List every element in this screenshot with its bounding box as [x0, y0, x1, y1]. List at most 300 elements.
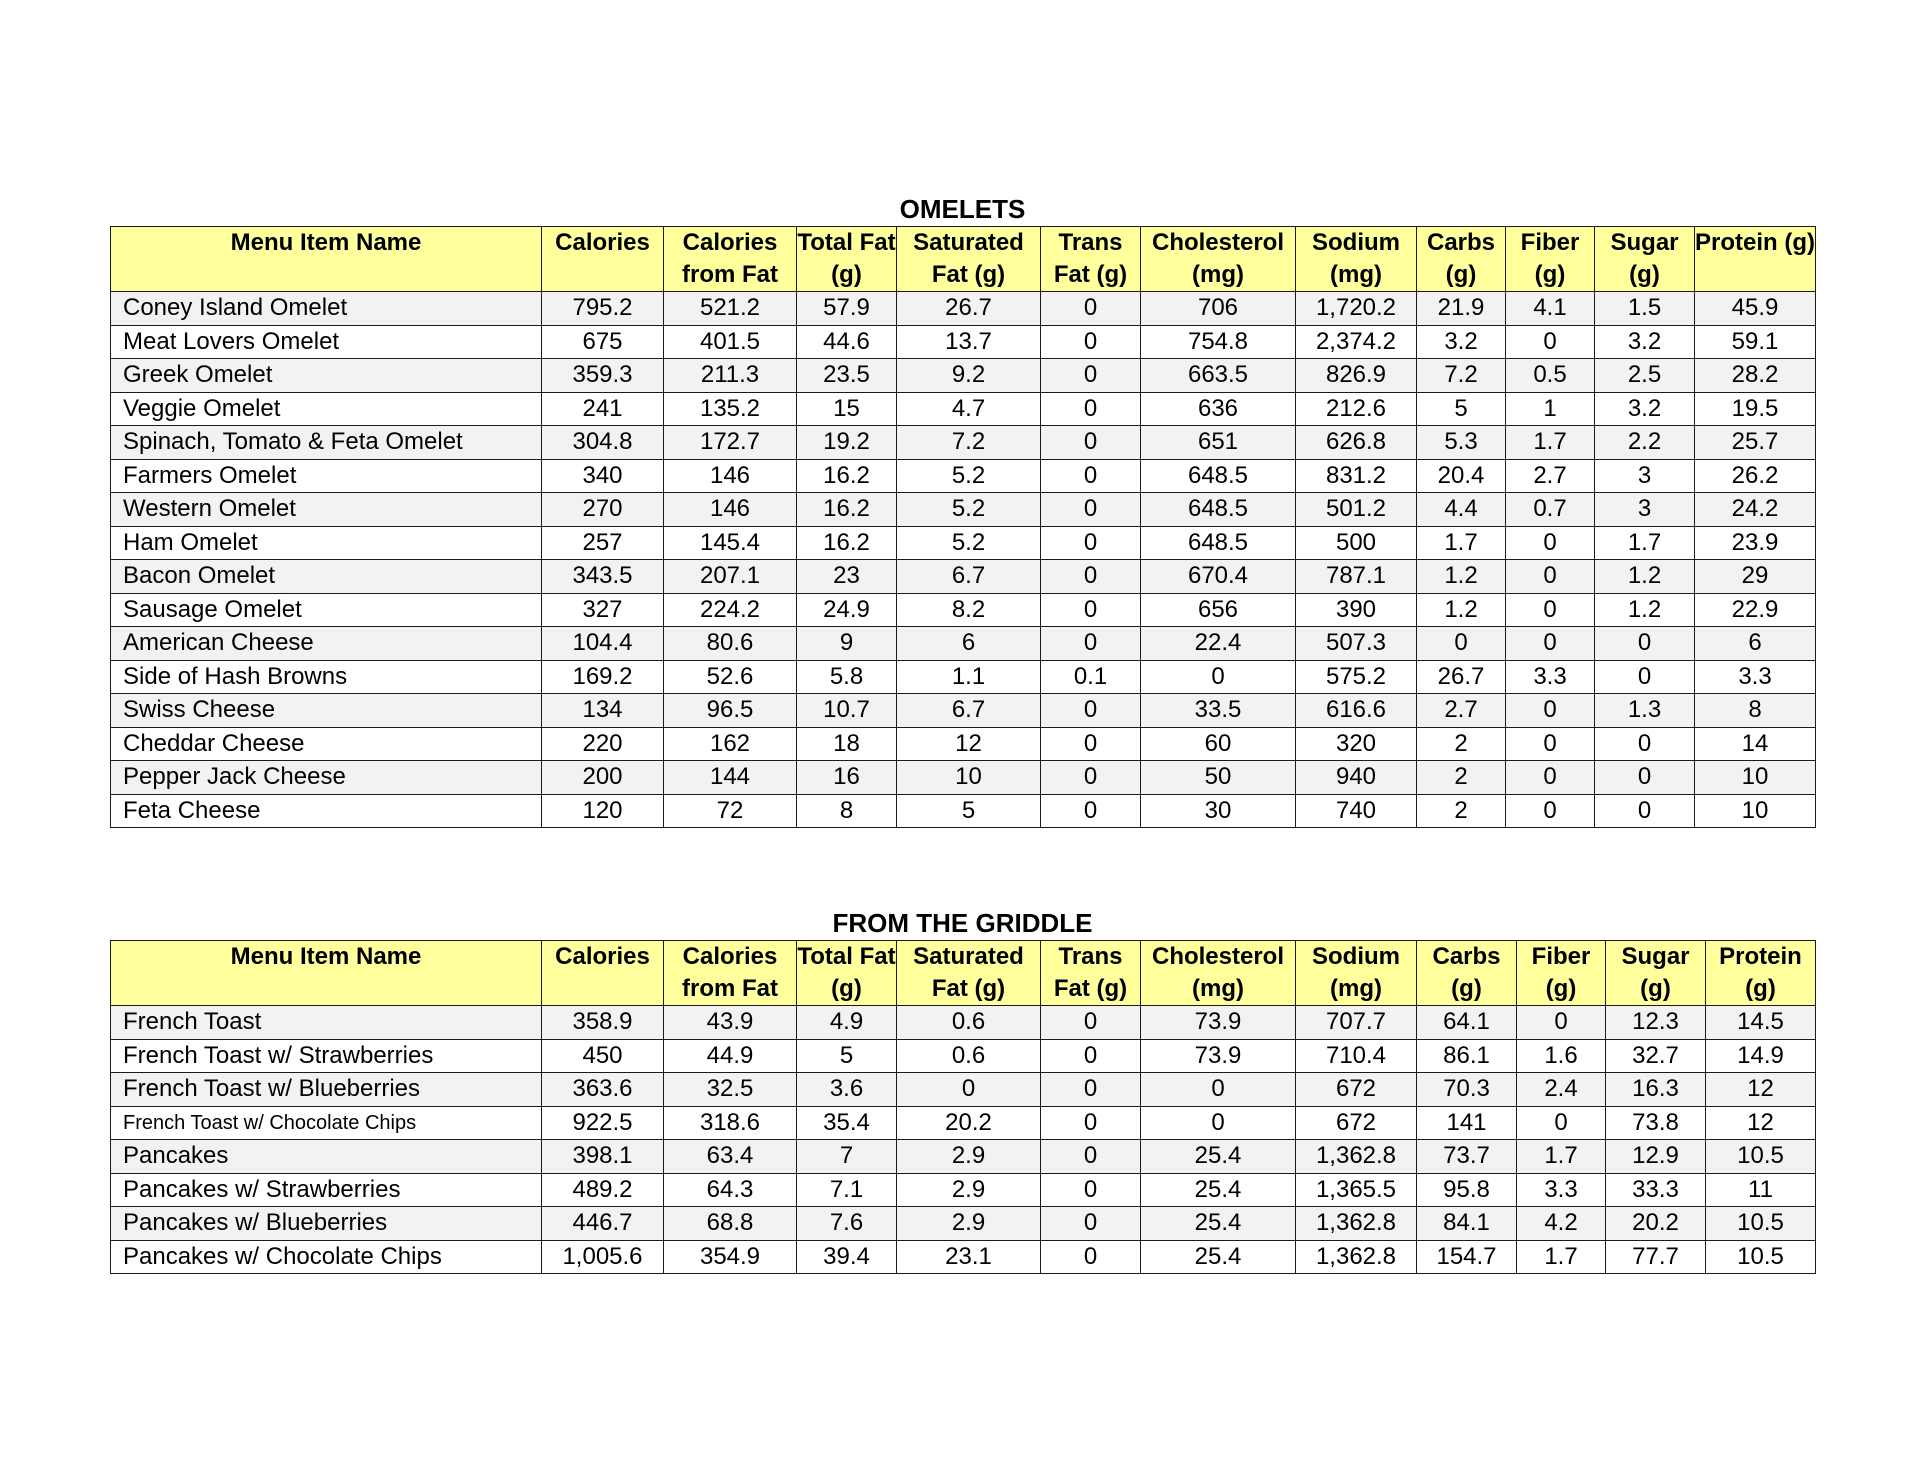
nutrition-value-cell: 1.2	[1417, 593, 1506, 627]
nutrition-value-cell: 24.2	[1695, 493, 1816, 527]
nutrition-value-cell: 25.7	[1695, 426, 1816, 460]
nutrition-value-cell: 3.2	[1595, 325, 1695, 359]
nutrition-value-cell: 0	[1041, 560, 1141, 594]
nutrition-value-cell: 16.3	[1606, 1073, 1706, 1107]
nutrition-value-cell: 0	[1041, 426, 1141, 460]
nutrition-value-cell: 4.4	[1417, 493, 1506, 527]
nutrition-value-cell: 0	[1506, 526, 1595, 560]
nutrition-value-cell: 12	[1706, 1106, 1816, 1140]
nutrition-value-cell: 3.3	[1695, 660, 1816, 694]
table-row	[111, 1207, 1816, 1241]
nutrition-value-cell: 21.9	[1417, 292, 1506, 326]
nutrition-value-cell: 11	[1706, 1173, 1816, 1207]
nutrition-value-cell: 0.7	[1506, 493, 1595, 527]
nutrition-value-cell: 146	[664, 459, 797, 493]
section-title: FROM THE GRIDDLE	[832, 908, 1093, 938]
nutrition-value-cell: 95.8	[1417, 1173, 1517, 1207]
nutrition-value-cell: 0	[1506, 593, 1595, 627]
nutrition-value-cell: 940	[1296, 761, 1417, 795]
nutrition-value-cell: 20.2	[1606, 1207, 1706, 1241]
nutrition-value-cell: 25.4	[1141, 1240, 1296, 1274]
nutrition-value-cell: 68.8	[664, 1207, 797, 1241]
nutrition-value-cell: 672	[1296, 1106, 1417, 1140]
menu-item-name-cell: French Toast w/ Blueberries	[111, 1073, 542, 1107]
nutrition-value-cell: 30	[1141, 794, 1296, 828]
nutrition-value-cell: 60	[1141, 727, 1296, 761]
nutrition-value-cell: 0	[1041, 794, 1141, 828]
column-header: Calories from Fat	[664, 227, 797, 292]
nutrition-value-cell: 7.2	[1417, 359, 1506, 393]
nutrition-value-cell: 73.9	[1141, 1006, 1296, 1040]
nutrition-value-cell: 507.3	[1296, 627, 1417, 661]
nutrition-value-cell: 0	[1506, 560, 1595, 594]
nutrition-value-cell: 500	[1296, 526, 1417, 560]
nutrition-value-cell: 104.4	[542, 627, 664, 661]
menu-item-name-cell: Coney Island Omelet	[111, 292, 542, 326]
nutrition-value-cell: 8.2	[897, 593, 1041, 627]
nutrition-value-cell: 52.6	[664, 660, 797, 694]
menu-item-name-cell: Side of Hash Browns	[111, 660, 542, 694]
nutrition-value-cell: 0	[1595, 727, 1695, 761]
nutrition-value-cell: 2.9	[897, 1207, 1041, 1241]
nutrition-value-cell: 648.5	[1141, 459, 1296, 493]
nutrition-value-cell: 4.9	[797, 1006, 897, 1040]
nutrition-value-cell: 1,362.8	[1296, 1140, 1417, 1174]
menu-item-name-cell: Swiss Cheese	[111, 694, 542, 728]
nutrition-value-cell: 10.7	[797, 694, 897, 728]
column-header: Cholesterol (mg)	[1141, 941, 1296, 1006]
nutrition-value-cell: 5.2	[897, 493, 1041, 527]
griddle-table	[110, 940, 1816, 1274]
nutrition-value-cell: 922.5	[542, 1106, 664, 1140]
nutrition-value-cell: 1	[1506, 392, 1595, 426]
nutrition-value-cell: 2.4	[1517, 1073, 1606, 1107]
nutrition-value-cell: 0	[1506, 727, 1595, 761]
nutrition-value-cell: 740	[1296, 794, 1417, 828]
nutrition-value-cell: 0	[1517, 1106, 1606, 1140]
nutrition-value-cell: 1,720.2	[1296, 292, 1417, 326]
nutrition-value-cell: 211.3	[664, 359, 797, 393]
nutrition-value-cell: 826.9	[1296, 359, 1417, 393]
nutrition-value-cell: 2.9	[897, 1140, 1041, 1174]
nutrition-value-cell: 0	[897, 1073, 1041, 1107]
nutrition-value-cell: 1.5	[1595, 292, 1695, 326]
nutrition-value-cell: 162	[664, 727, 797, 761]
nutrition-value-cell: 4.7	[897, 392, 1041, 426]
nutrition-value-cell: 1.2	[1417, 560, 1506, 594]
nutrition-value-cell: 6.7	[897, 694, 1041, 728]
column-header: Protein (g)	[1706, 941, 1816, 1006]
nutrition-value-cell: 0	[1041, 694, 1141, 728]
nutrition-value-cell: 10	[1695, 794, 1816, 828]
nutrition-value-cell: 0	[1517, 1006, 1606, 1040]
table-row	[111, 727, 1816, 761]
nutrition-value-cell: 19.5	[1695, 392, 1816, 426]
nutrition-value-cell: 43.9	[664, 1006, 797, 1040]
nutrition-value-cell: 0	[1041, 359, 1141, 393]
nutrition-value-cell: 675	[542, 325, 664, 359]
menu-item-name-cell: Spinach, Tomato & Feta Omelet	[111, 426, 542, 460]
column-header: Fiber (g)	[1506, 227, 1595, 292]
nutrition-value-cell: 72	[664, 794, 797, 828]
nutrition-value-cell: 0	[1041, 1173, 1141, 1207]
column-header: Total Fat (g)	[797, 227, 897, 292]
nutrition-value-cell: 25.4	[1141, 1207, 1296, 1241]
nutrition-value-cell: 1.7	[1417, 526, 1506, 560]
nutrition-value-cell: 0	[1041, 1207, 1141, 1241]
nutrition-value-cell: 0	[1506, 325, 1595, 359]
nutrition-value-cell: 795.2	[542, 292, 664, 326]
nutrition-value-cell: 86.1	[1417, 1039, 1517, 1073]
nutrition-value-cell: 23	[797, 560, 897, 594]
column-header: Carbs (g)	[1417, 227, 1506, 292]
column-header: Calories	[542, 941, 664, 1006]
nutrition-value-cell: 64.1	[1417, 1006, 1517, 1040]
menu-item-name-cell: American Cheese	[111, 627, 542, 661]
menu-item-name-cell: Pepper Jack Cheese	[111, 761, 542, 795]
nutrition-value-cell: 450	[542, 1039, 664, 1073]
nutrition-value-cell: 10.5	[1706, 1207, 1816, 1241]
table-row	[111, 1173, 1816, 1207]
nutrition-value-cell: 44.9	[664, 1039, 797, 1073]
nutrition-value-cell: 63.4	[664, 1140, 797, 1174]
nutrition-value-cell: 44.6	[797, 325, 897, 359]
nutrition-value-cell: 0	[1041, 1039, 1141, 1073]
nutrition-value-cell: 33.5	[1141, 694, 1296, 728]
nutrition-value-cell: 3	[1595, 493, 1695, 527]
nutrition-value-cell: 318.6	[664, 1106, 797, 1140]
nutrition-value-cell: 141	[1417, 1106, 1517, 1140]
nutrition-value-cell: 8	[1695, 694, 1816, 728]
nutrition-value-cell: 2.9	[897, 1173, 1041, 1207]
nutrition-value-cell: 0	[1041, 727, 1141, 761]
nutrition-value-cell: 59.1	[1695, 325, 1816, 359]
omelets-table	[110, 226, 1816, 828]
nutrition-value-cell: 0	[1041, 325, 1141, 359]
nutrition-value-cell: 358.9	[542, 1006, 664, 1040]
nutrition-value-cell: 0	[1417, 627, 1506, 661]
nutrition-value-cell: 18	[797, 727, 897, 761]
nutrition-value-cell: 3	[1595, 459, 1695, 493]
nutrition-value-cell: 340	[542, 459, 664, 493]
nutrition-value-cell: 207.1	[664, 560, 797, 594]
nutrition-value-cell: 9	[797, 627, 897, 661]
nutrition-value-cell: 16.2	[797, 459, 897, 493]
menu-item-name-cell: Western Omelet	[111, 493, 542, 527]
nutrition-value-cell: 14.5	[1706, 1006, 1816, 1040]
nutrition-value-cell: 656	[1141, 593, 1296, 627]
nutrition-value-cell: 0	[1041, 761, 1141, 795]
nutrition-value-cell: 39.4	[797, 1240, 897, 1274]
nutrition-value-cell: 4.2	[1517, 1207, 1606, 1241]
menu-item-name-cell: Farmers Omelet	[111, 459, 542, 493]
nutrition-value-cell: 672	[1296, 1073, 1417, 1107]
nutrition-value-cell: 64.3	[664, 1173, 797, 1207]
nutrition-value-cell: 0	[1041, 1006, 1141, 1040]
nutrition-value-cell: 10	[1695, 761, 1816, 795]
nutrition-value-cell: 23.9	[1695, 526, 1816, 560]
menu-item-name-cell: Pancakes	[111, 1140, 542, 1174]
nutrition-value-cell: 320	[1296, 727, 1417, 761]
nutrition-value-cell: 0	[1041, 627, 1141, 661]
table-row	[111, 593, 1816, 627]
nutrition-value-cell: 1.2	[1595, 560, 1695, 594]
column-header: Total Fat (g)	[797, 941, 897, 1006]
nutrition-value-cell: 0	[1041, 1106, 1141, 1140]
nutrition-value-cell: 8	[797, 794, 897, 828]
nutrition-value-cell: 26.7	[1417, 660, 1506, 694]
nutrition-value-cell: 169.2	[542, 660, 664, 694]
nutrition-value-cell: 343.5	[542, 560, 664, 594]
nutrition-value-cell: 1.3	[1595, 694, 1695, 728]
menu-item-name-cell: Pancakes w/ Strawberries	[111, 1173, 542, 1207]
nutrition-value-cell: 154.7	[1417, 1240, 1517, 1274]
nutrition-value-cell: 212.6	[1296, 392, 1417, 426]
table-row	[111, 292, 1816, 326]
nutrition-value-cell: 57.9	[797, 292, 897, 326]
nutrition-value-cell: 1.7	[1506, 426, 1595, 460]
column-header: Menu Item Name	[111, 227, 542, 292]
nutrition-value-cell: 1.6	[1517, 1039, 1606, 1073]
nutrition-value-cell: 70.3	[1417, 1073, 1517, 1107]
nutrition-value-cell: 73.9	[1141, 1039, 1296, 1073]
nutrition-value-cell: 831.2	[1296, 459, 1417, 493]
nutrition-value-cell: 13.7	[897, 325, 1041, 359]
nutrition-value-cell: 20.2	[897, 1106, 1041, 1140]
nutrition-value-cell: 489.2	[542, 1173, 664, 1207]
column-header: Calories	[542, 227, 664, 292]
column-header: Trans Fat (g)	[1041, 227, 1141, 292]
nutrition-value-cell: 648.5	[1141, 526, 1296, 560]
nutrition-value-cell: 304.8	[542, 426, 664, 460]
nutrition-value-cell: 501.2	[1296, 493, 1417, 527]
column-header: Trans Fat (g)	[1041, 941, 1141, 1006]
nutrition-value-cell: 5.3	[1417, 426, 1506, 460]
nutrition-value-cell: 20.4	[1417, 459, 1506, 493]
nutrition-value-cell: 0	[1041, 459, 1141, 493]
table-row	[111, 526, 1816, 560]
nutrition-value-cell: 7.6	[797, 1207, 897, 1241]
nutrition-value-cell: 270	[542, 493, 664, 527]
nutrition-value-cell: 7	[797, 1140, 897, 1174]
nutrition-value-cell: 0	[1041, 1240, 1141, 1274]
table-row	[111, 359, 1816, 393]
nutrition-value-cell: 224.2	[664, 593, 797, 627]
nutrition-value-cell: 241	[542, 392, 664, 426]
menu-item-name-cell: French Toast	[111, 1006, 542, 1040]
column-header: Menu Item Name	[111, 941, 542, 1006]
nutrition-value-cell: 5.8	[797, 660, 897, 694]
nutrition-value-cell: 2.5	[1595, 359, 1695, 393]
nutrition-value-cell: 636	[1141, 392, 1296, 426]
nutrition-value-cell: 390	[1296, 593, 1417, 627]
table-row	[111, 660, 1816, 694]
nutrition-value-cell: 575.2	[1296, 660, 1417, 694]
nutrition-value-cell: 706	[1141, 292, 1296, 326]
nutrition-value-cell: 0	[1041, 493, 1141, 527]
nutrition-value-cell: 84.1	[1417, 1207, 1517, 1241]
table-row	[111, 493, 1816, 527]
nutrition-value-cell: 0	[1041, 392, 1141, 426]
nutrition-value-cell: 10	[897, 761, 1041, 795]
nutrition-value-cell: 0	[1041, 526, 1141, 560]
nutrition-value-cell: 0	[1041, 593, 1141, 627]
nutrition-value-cell: 200	[542, 761, 664, 795]
nutrition-value-cell: 25.4	[1141, 1140, 1296, 1174]
table-row	[111, 392, 1816, 426]
nutrition-value-cell: 1,365.5	[1296, 1173, 1417, 1207]
nutrition-value-cell: 12	[897, 727, 1041, 761]
nutrition-value-cell: 24.9	[797, 593, 897, 627]
table-row	[111, 1039, 1816, 1073]
nutrition-value-cell: 1,362.8	[1296, 1207, 1417, 1241]
nutrition-value-cell: 50	[1141, 761, 1296, 795]
nutrition-value-cell: 77.7	[1606, 1240, 1706, 1274]
table-row	[111, 1106, 1816, 1140]
nutrition-value-cell: 0	[1041, 1140, 1141, 1174]
nutrition-value-cell: 1.2	[1595, 593, 1695, 627]
nutrition-value-cell: 6	[897, 627, 1041, 661]
nutrition-value-cell: 1,362.8	[1296, 1240, 1417, 1274]
menu-item-name-cell: Cheddar Cheese	[111, 727, 542, 761]
nutrition-value-cell: 7.2	[897, 426, 1041, 460]
nutrition-value-cell: 0	[1506, 694, 1595, 728]
table-row	[111, 694, 1816, 728]
nutrition-value-cell: 5	[1417, 392, 1506, 426]
nutrition-value-cell: 446.7	[542, 1207, 664, 1241]
column-header: Saturated Fat (g)	[897, 941, 1041, 1006]
nutrition-value-cell: 80.6	[664, 627, 797, 661]
column-header: Calories from Fat	[664, 941, 797, 1006]
table-row	[111, 1140, 1816, 1174]
nutrition-value-cell: 26.7	[897, 292, 1041, 326]
nutrition-value-cell: 45.9	[1695, 292, 1816, 326]
nutrition-value-cell: 16.2	[797, 493, 897, 527]
nutrition-value-cell: 120	[542, 794, 664, 828]
nutrition-value-cell: 648.5	[1141, 493, 1296, 527]
nutrition-value-cell: 0	[1141, 1073, 1296, 1107]
nutrition-value-cell: 651	[1141, 426, 1296, 460]
nutrition-value-cell: 670.4	[1141, 560, 1296, 594]
nutrition-value-cell: 28.2	[1695, 359, 1816, 393]
nutrition-value-cell: 354.9	[664, 1240, 797, 1274]
column-header: Cholesterol (mg)	[1141, 227, 1296, 292]
table-row	[111, 761, 1816, 795]
nutrition-value-cell: 35.4	[797, 1106, 897, 1140]
column-header: Protein (g)	[1695, 227, 1816, 292]
nutrition-value-cell: 0	[1506, 761, 1595, 795]
nutrition-value-cell: 16	[797, 761, 897, 795]
nutrition-value-cell: 398.1	[542, 1140, 664, 1174]
table-header-row	[111, 227, 1816, 292]
nutrition-value-cell: 5	[897, 794, 1041, 828]
column-header: Saturated Fat (g)	[897, 227, 1041, 292]
nutrition-value-cell: 22.9	[1695, 593, 1816, 627]
nutrition-value-cell: 710.4	[1296, 1039, 1417, 1073]
menu-item-name-cell: Pancakes w/ Chocolate Chips	[111, 1240, 542, 1274]
menu-item-name-cell: Feta Cheese	[111, 794, 542, 828]
nutrition-value-cell: 12.3	[1606, 1006, 1706, 1040]
nutrition-value-cell: 1.7	[1595, 526, 1695, 560]
nutrition-value-cell: 3.6	[797, 1073, 897, 1107]
nutrition-value-cell: 26.2	[1695, 459, 1816, 493]
nutrition-value-cell: 0	[1506, 627, 1595, 661]
nutrition-value-cell: 1.1	[897, 660, 1041, 694]
nutrition-value-cell: 12	[1706, 1073, 1816, 1107]
menu-item-name-cell: French Toast w/ Strawberries	[111, 1039, 542, 1073]
table-row	[111, 426, 1816, 460]
nutrition-value-cell: 0	[1041, 292, 1141, 326]
nutrition-value-cell: 327	[542, 593, 664, 627]
nutrition-value-cell: 25.4	[1141, 1173, 1296, 1207]
table-row	[111, 560, 1816, 594]
nutrition-value-cell: 19.2	[797, 426, 897, 460]
column-header: Fiber (g)	[1517, 941, 1606, 1006]
nutrition-value-cell: 1,005.6	[542, 1240, 664, 1274]
column-header: Sugar (g)	[1606, 941, 1706, 1006]
nutrition-value-cell: 2,374.2	[1296, 325, 1417, 359]
nutrition-value-cell: 3.3	[1506, 660, 1595, 694]
nutrition-value-cell: 0.6	[897, 1039, 1041, 1073]
nutrition-value-cell: 0	[1595, 660, 1695, 694]
nutrition-value-cell: 15	[797, 392, 897, 426]
nutrition-value-cell: 16.2	[797, 526, 897, 560]
nutrition-value-cell: 220	[542, 727, 664, 761]
menu-item-name-cell: Meat Lovers Omelet	[111, 325, 542, 359]
nutrition-value-cell: 0	[1141, 660, 1296, 694]
nutrition-value-cell: 23.1	[897, 1240, 1041, 1274]
nutrition-value-cell: 2.7	[1506, 459, 1595, 493]
nutrition-value-cell: 616.6	[1296, 694, 1417, 728]
nutrition-value-cell: 626.8	[1296, 426, 1417, 460]
nutrition-value-cell: 144	[664, 761, 797, 795]
nutrition-value-cell: 1.7	[1517, 1240, 1606, 1274]
menu-item-name-cell: Greek Omelet	[111, 359, 542, 393]
nutrition-value-cell: 10.5	[1706, 1140, 1816, 1174]
column-header: Sodium (mg)	[1296, 941, 1417, 1006]
nutrition-value-cell: 2	[1417, 727, 1506, 761]
nutrition-value-cell: 10.5	[1706, 1240, 1816, 1274]
nutrition-value-cell: 5.2	[897, 459, 1041, 493]
nutrition-value-cell: 145.4	[664, 526, 797, 560]
table-header-row	[111, 941, 1816, 1006]
nutrition-value-cell: 3.2	[1595, 392, 1695, 426]
menu-item-name-cell: Bacon Omelet	[111, 560, 542, 594]
table-row	[111, 1073, 1816, 1107]
nutrition-value-cell: 96.5	[664, 694, 797, 728]
menu-item-name-cell: Ham Omelet	[111, 526, 542, 560]
nutrition-value-cell: 754.8	[1141, 325, 1296, 359]
table-row	[111, 627, 1816, 661]
nutrition-value-cell: 5	[797, 1039, 897, 1073]
nutrition-value-cell: 2	[1417, 794, 1506, 828]
nutrition-value-cell: 2.2	[1595, 426, 1695, 460]
nutrition-value-cell: 0.1	[1041, 660, 1141, 694]
nutrition-value-cell: 359.3	[542, 359, 664, 393]
menu-item-name-cell: Veggie Omelet	[111, 392, 542, 426]
nutrition-value-cell: 0	[1595, 627, 1695, 661]
nutrition-value-cell: 29	[1695, 560, 1816, 594]
griddle-section	[110, 906, 1815, 1274]
column-header: Sodium (mg)	[1296, 227, 1417, 292]
nutrition-value-cell: 787.1	[1296, 560, 1417, 594]
nutrition-value-cell: 7.1	[797, 1173, 897, 1207]
nutrition-value-cell: 23.5	[797, 359, 897, 393]
column-header: Carbs (g)	[1417, 941, 1517, 1006]
menu-item-name-cell: French Toast w/ Chocolate Chips	[111, 1106, 542, 1140]
menu-item-name-cell: Pancakes w/ Blueberries	[111, 1207, 542, 1241]
nutrition-value-cell: 0	[1141, 1106, 1296, 1140]
